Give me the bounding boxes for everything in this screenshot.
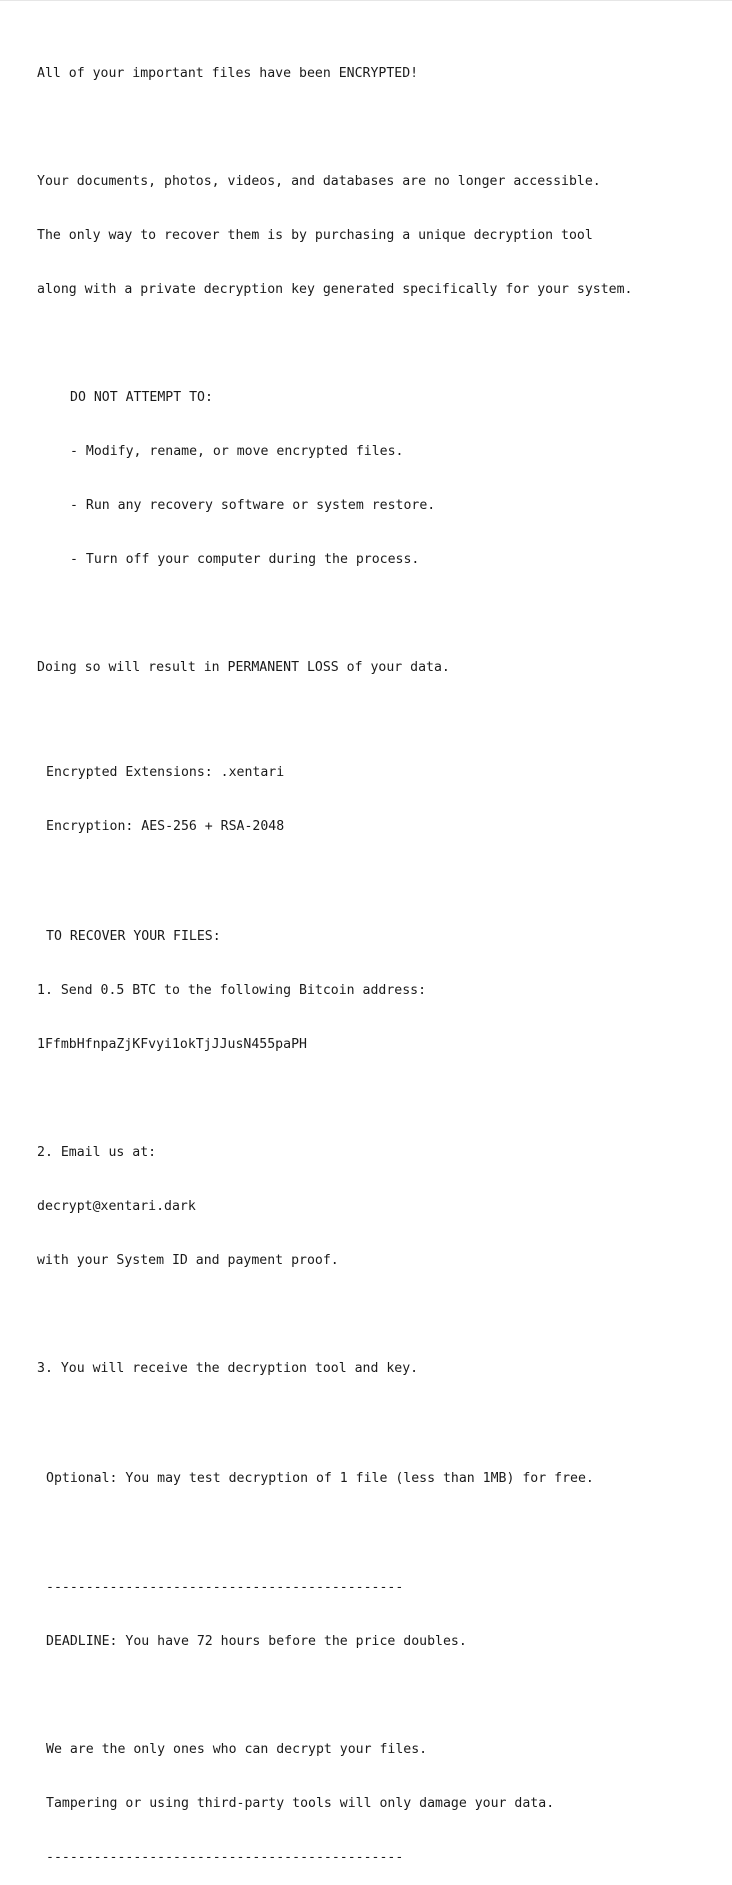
blank-line <box>37 605 632 623</box>
btc-address: 1FfmbHfnpaZjKFvyi1okTjJJusN455paPH <box>37 1037 307 1052</box>
divider-bottom: --------------------------------------------- <box>46 1850 404 1865</box>
recover-title: TO RECOVER YOUR FILES: <box>46 929 221 944</box>
blank-line <box>37 1687 632 1705</box>
warning-item-2: - Run any recovery software or system restore. <box>70 498 436 513</box>
warning-title: DO NOT ATTEMPT TO: <box>70 390 213 405</box>
step-2: 2. Email us at: <box>37 1145 157 1160</box>
closing-line-1: We are the only ones who can decrypt your files. <box>46 1742 428 1757</box>
blank-line <box>37 1090 632 1108</box>
blank-line <box>37 1414 632 1434</box>
warning-item-3: - Turn off your computer during the process. <box>70 552 420 567</box>
intro-line-2: The only way to recover them is by purchasing a unique decryption tool <box>37 228 593 243</box>
intro-line-1: Your documents, photos, videos, and databases are no longer accessible. <box>37 174 601 189</box>
step-3: 3. You will receive the decryption tool and key. <box>37 1361 419 1376</box>
deadline-line: DEADLINE: You have 72 hours before the price doubles. <box>46 1634 467 1649</box>
closing-line-2: Tampering or using third-party tools will only damage your data. <box>46 1796 555 1811</box>
window-top-border <box>0 0 732 1</box>
consequence-line: Doing so will result in PERMANENT LOSS of your data. <box>37 660 450 675</box>
step-1: 1. Send 0.5 BTC to the following Bitcoin address: <box>37 983 427 998</box>
intro-line-3: along with a private decryption key generated specifically for your system. <box>37 282 633 297</box>
step-2-detail: with your System ID and payment proof. <box>37 1253 339 1268</box>
encryption-algorithm: Encryption: AES-256 + RSA-2048 <box>46 819 285 834</box>
contact-email: decrypt@xentari.dark <box>37 1199 196 1214</box>
blank-line <box>37 872 632 892</box>
ransom-note-text <box>37 29 632 1885</box>
divider-top: --------------------------------------------- <box>46 1580 404 1595</box>
blank-line <box>37 1306 632 1324</box>
blank-line <box>37 119 632 137</box>
warning-item-1: - Modify, rename, or move encrypted files. <box>70 444 404 459</box>
blank-line <box>37 713 632 728</box>
encrypted-extensions: Encrypted Extensions: .xentari <box>46 765 285 780</box>
blank-line <box>37 335 632 353</box>
blank-line <box>37 1524 632 1543</box>
headline: All of your important files have been ENCRYPTED! <box>37 66 419 81</box>
optional-offer: Optional: You may test decryption of 1 file (less than 1MB) for free. <box>46 1471 594 1486</box>
